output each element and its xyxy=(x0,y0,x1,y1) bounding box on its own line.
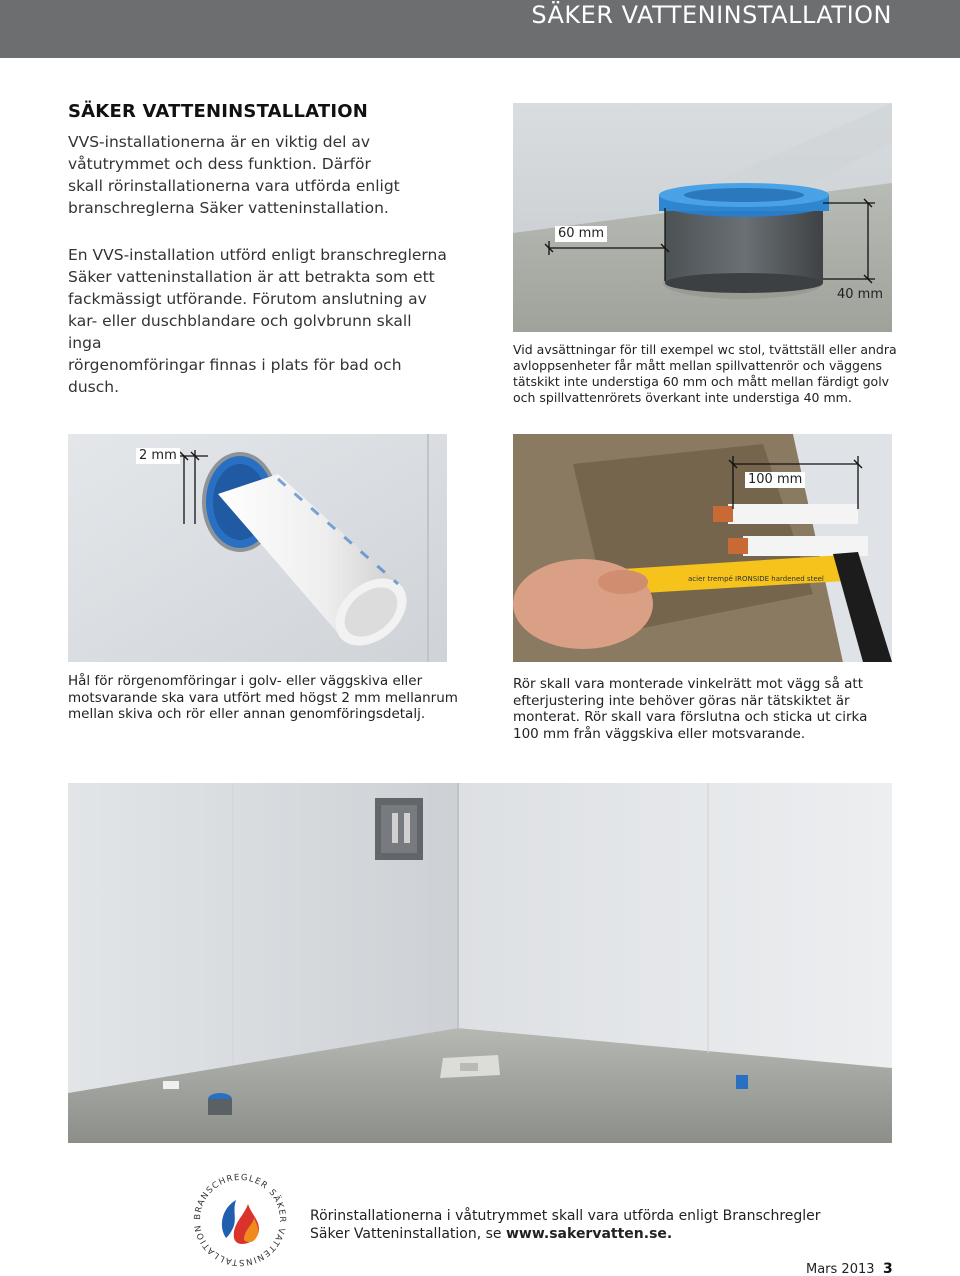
label-2mm: 2 mm xyxy=(136,448,180,464)
body-line: En VVS-installation utförd enligt branschreglerna xyxy=(68,246,447,264)
caption-line: Vid avsättningar för till exempel wc stol, tvättställ eller andra xyxy=(513,342,897,357)
footer-line-2-prefix: Säker Vatteninstallation, se xyxy=(310,1226,506,1242)
caption-line: efterjustering inte behöver göras när tätskiktet är xyxy=(513,692,850,709)
caption-line: Rör skall vara monterade vinkelrätt mot vägg så att xyxy=(513,676,864,692)
body-line: fackmässigt utförande. Förutom anslutning av xyxy=(68,290,427,308)
ruler-text: acier trempé IRONSIDE hardened steel xyxy=(688,575,824,583)
caption-line: 100 mm från väggskiva eller motsvarande. xyxy=(513,725,806,742)
header-title: SÄKER VATTENINSTALLATION xyxy=(531,1,892,29)
body-paragraph xyxy=(68,244,448,398)
caption-line: tätskikt inte understiga 60 mm och mått mellan färdigt golv xyxy=(513,374,890,389)
caption-line: Hål för rörgenomföringar i golv- eller väggskiva eller xyxy=(68,673,423,689)
body-line: kar- eller duschblandare och golvbrunn skall inga xyxy=(68,312,412,352)
header-bar xyxy=(0,0,960,58)
drain-caption xyxy=(513,342,903,406)
footer-text xyxy=(310,1207,830,1243)
wall-pipe-measure-lines xyxy=(68,434,447,662)
logo-ring-text: BRANSCHREGLER SÄKER VATTENINSTALLATION xyxy=(192,1172,288,1268)
caption-line: mellan skiva och rör eller annan genomföringsdetalj. xyxy=(68,706,426,722)
body-line: Säker vatteninstallation är att betrakta som ett xyxy=(68,268,435,286)
label-60mm: 60 mm xyxy=(555,226,607,242)
room-corner-photo xyxy=(68,783,892,1143)
caption-line: avloppsenheter får mått mellan spillvattenrör och väggens xyxy=(513,358,883,373)
caption-line: och spillvattenrörets överkant inte understiga 40 mm. xyxy=(513,390,852,405)
caption-line: motsvarande ska vara utfört med högst 2 mm mellanrum xyxy=(68,689,458,706)
intro-line: VVS-installationerna är en viktig del av xyxy=(68,133,371,151)
footer-website-link[interactable]: www.sakervatten.se. xyxy=(506,1226,673,1242)
label-40mm: 40 mm xyxy=(837,287,884,302)
footer-date: Mars 2013 xyxy=(806,1262,875,1276)
footer-line-1: Rörinstallationerna i våtutrymmet skall vara utförda enligt Branschregler xyxy=(310,1208,821,1224)
intro-paragraph xyxy=(68,131,408,219)
pipes-caption xyxy=(513,676,913,742)
body-line: rörgenomföringar finnas i plats för bad och dusch. xyxy=(68,356,402,396)
section-heading: SÄKER VATTENINSTALLATION xyxy=(68,101,368,122)
caption-line: monterat. Rör skall vara förslutna och sticka ut cirka xyxy=(513,709,868,725)
svg-text:BRANSCHREGLER SÄKER VATTENINST xyxy=(188,1168,287,1267)
label-100mm: 100 mm xyxy=(745,472,805,488)
footer-line-2 xyxy=(310,1225,830,1243)
saker-vatten-logo xyxy=(188,1168,292,1272)
intro-line: branschreglerna Säker vatteninstallation. xyxy=(68,199,389,217)
pipes-measure-lines xyxy=(513,434,892,662)
page-number: 3 xyxy=(883,1261,893,1276)
intro-line: våtutrymmet och dess funktion. Därför xyxy=(68,155,371,173)
wall-pipe-caption xyxy=(68,673,468,723)
intro-line: skall rörinstallationerna vara utförda enligt xyxy=(68,177,400,195)
